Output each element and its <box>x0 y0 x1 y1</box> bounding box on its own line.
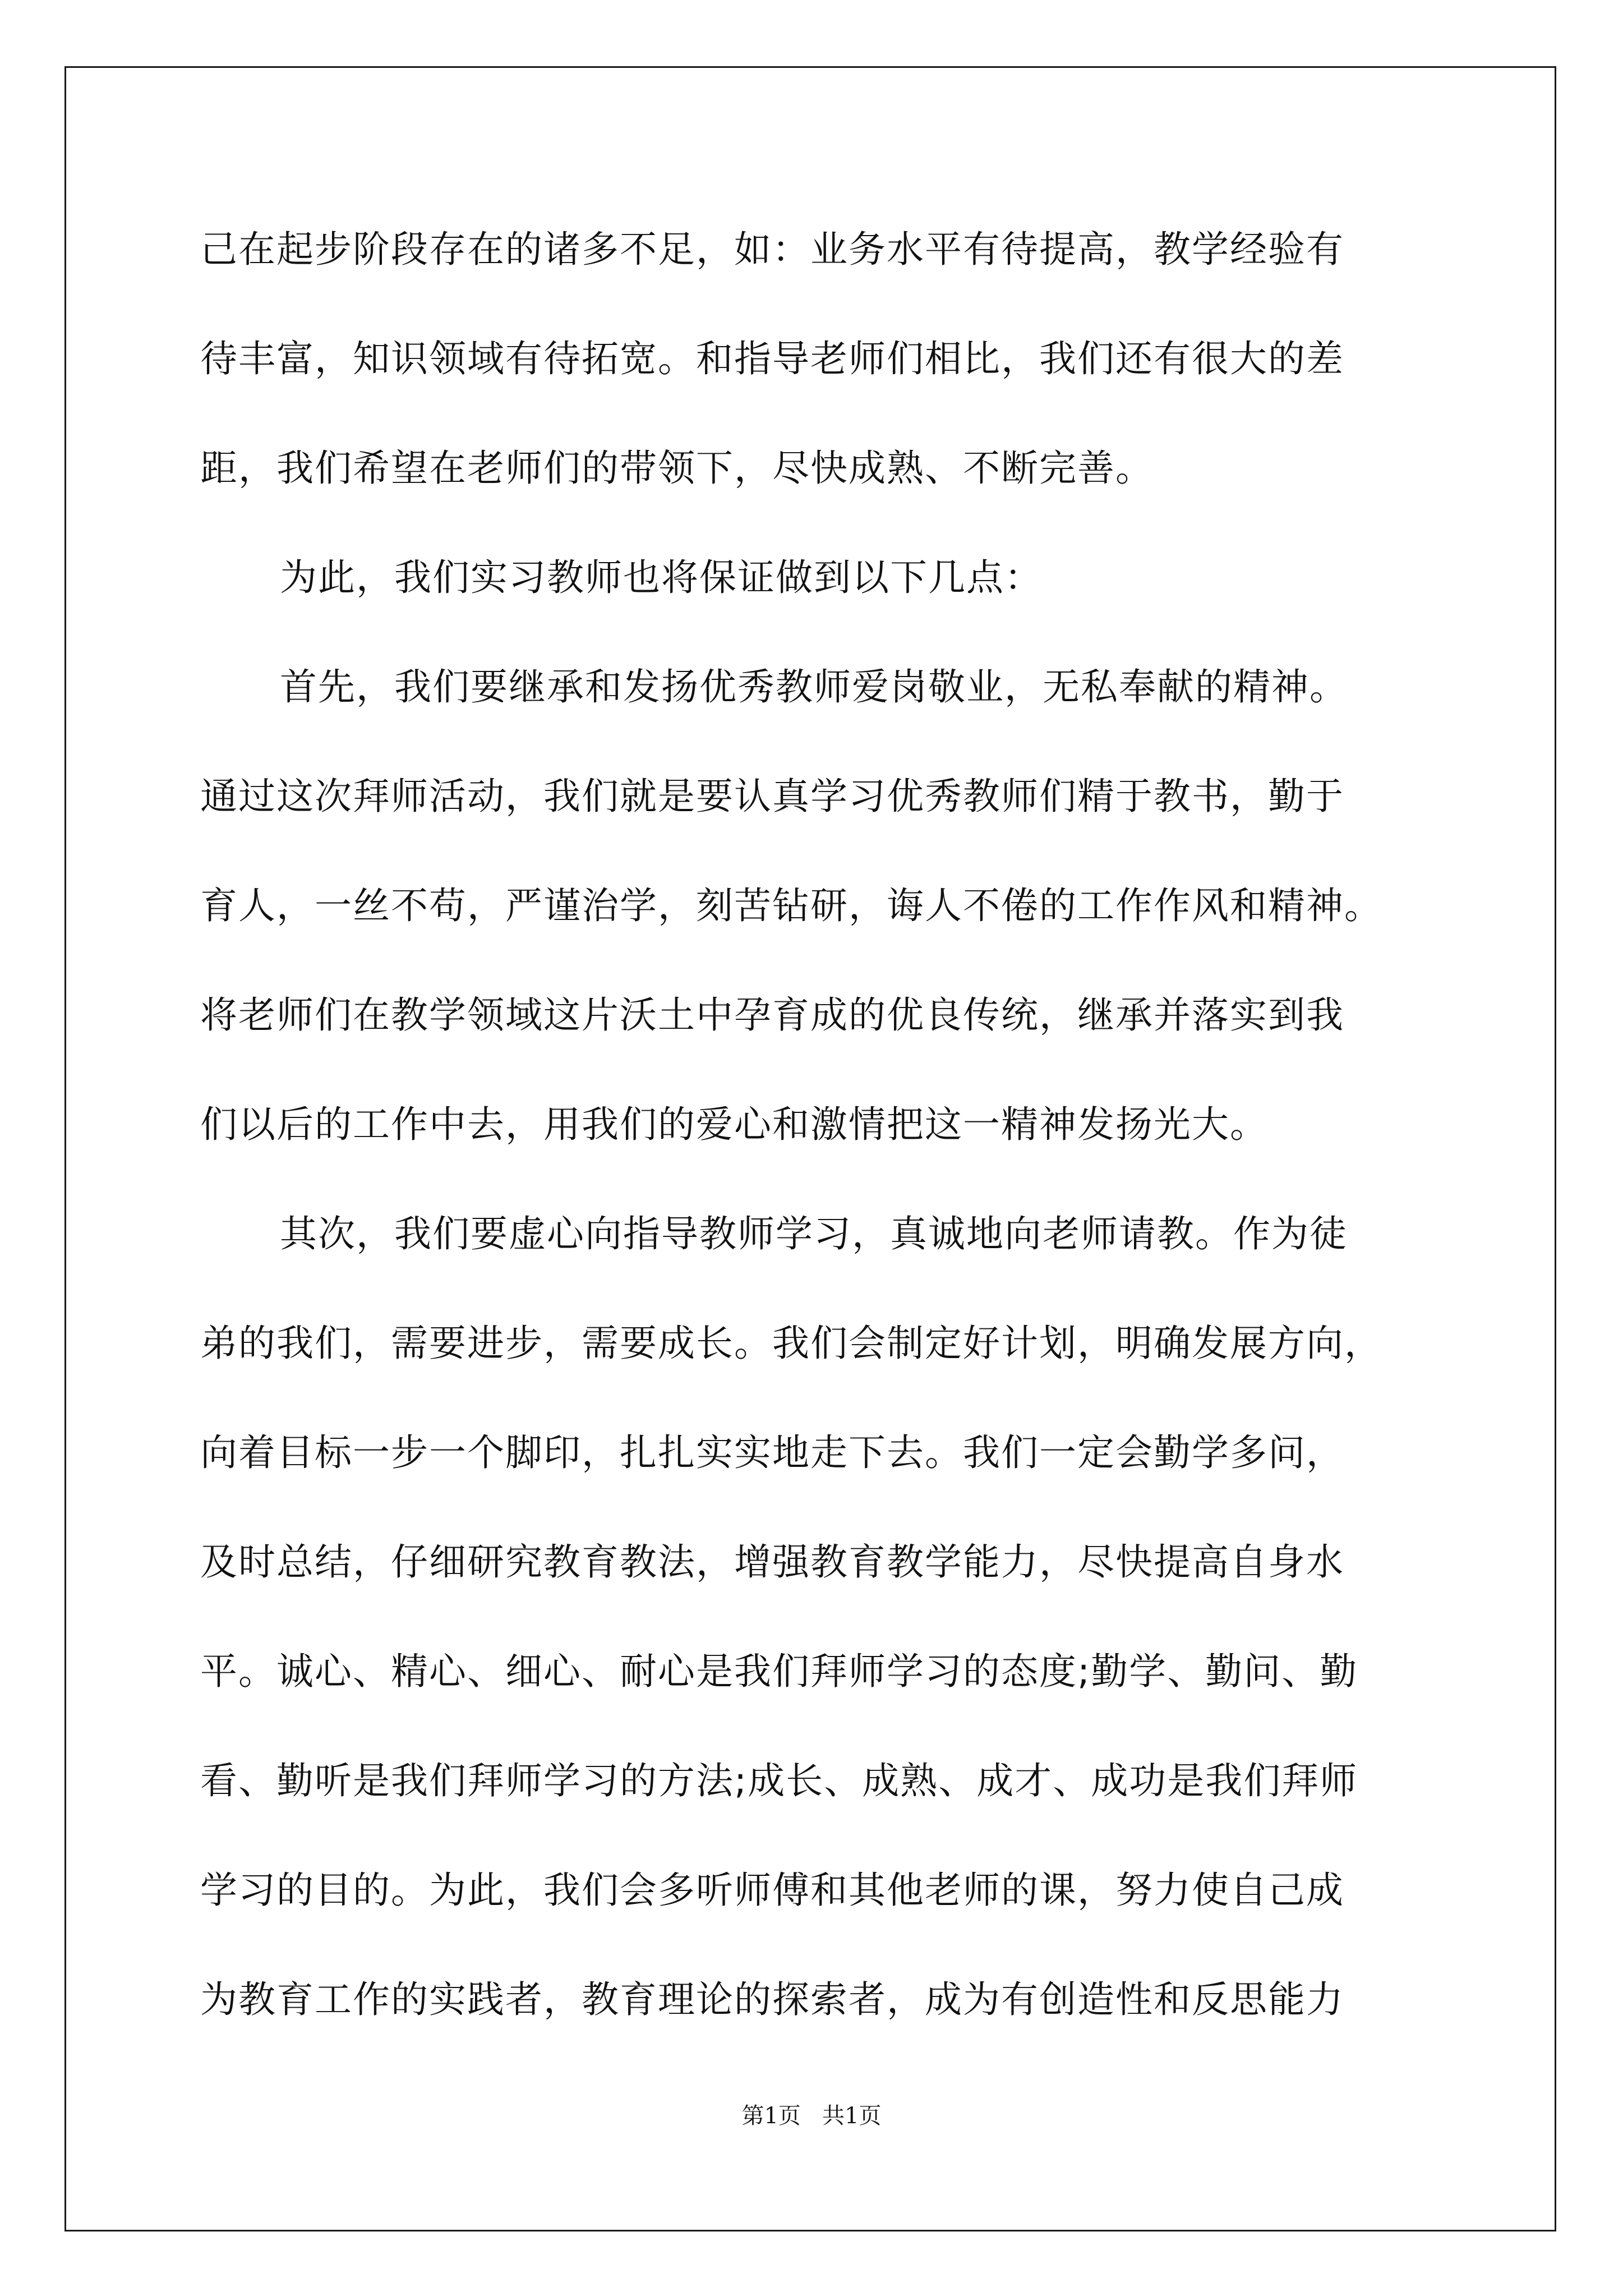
text-line: 及时总结，仔细研究教育教法，增强教育教学能力，尽快提高自身水 <box>200 1540 1344 1584</box>
text-line: 距，我们希望在老师们的带领下，尽快成熟、不断完善。 <box>200 447 1154 490</box>
text-line: 通过这次拜师活动，我们就是要认真学习优秀教师们精于教书，勤于 <box>200 775 1344 818</box>
text-line: 为教育工作的实践者，教育理论的探索者，成为有创造性和反思能力 <box>200 1978 1344 2021</box>
text-line: 们以后的工作中去，用我们的爱心和激情把这一精神发扬光大。 <box>200 1103 1268 1146</box>
text-line: 将老师们在教学领域这片沃土中孕育成的优良传统，继承并落实到我 <box>200 993 1344 1037</box>
text-line: 向着目标一步一个脚印，扎扎实实地走下去。我们一定会勤学多问， <box>200 1431 1344 1474</box>
text-line: 看、勤听是我们拜师学习的方法;成长、成熟、成才、成功是我们拜师 <box>200 1759 1358 1802</box>
text-line: 待丰富，知识领域有待拓宽。和指导老师们相比，我们还有很大的差 <box>200 337 1344 380</box>
paragraph-start-line: 其次，我们要虚心向指导教师学习，真诚地向老师请教。作为徒 <box>280 1212 1348 1255</box>
text-line: 弟的我们，需要进步，需要成长。我们会制定好计划，明确发展方向， <box>200 1322 1382 1365</box>
text-line: 己在起步阶段存在的诸多不足，如：业务水平有待提高，教学经验有 <box>200 228 1344 271</box>
text-line: 育人，一丝不苟，严谨治学，刻苦钻研，诲人不倦的工作作风和精神。 <box>200 884 1382 927</box>
text-line: 学习的目的。为此，我们会多听师傅和其他老师的课，努力使自己成 <box>200 1869 1344 1912</box>
paragraph-start-line: 为此，我们实习教师也将保证做到以下几点： <box>280 556 1043 599</box>
text-line: 平。诚心、精心、细心、耐心是我们拜师学习的态度;勤学、勤问、勤 <box>200 1650 1358 1693</box>
paragraph-start-line: 首先，我们要继承和发扬优秀教师爱岗敬业，无私奉献的精神。 <box>280 665 1348 708</box>
page-number-footer: 第1页 共1页 <box>741 2103 882 2129</box>
